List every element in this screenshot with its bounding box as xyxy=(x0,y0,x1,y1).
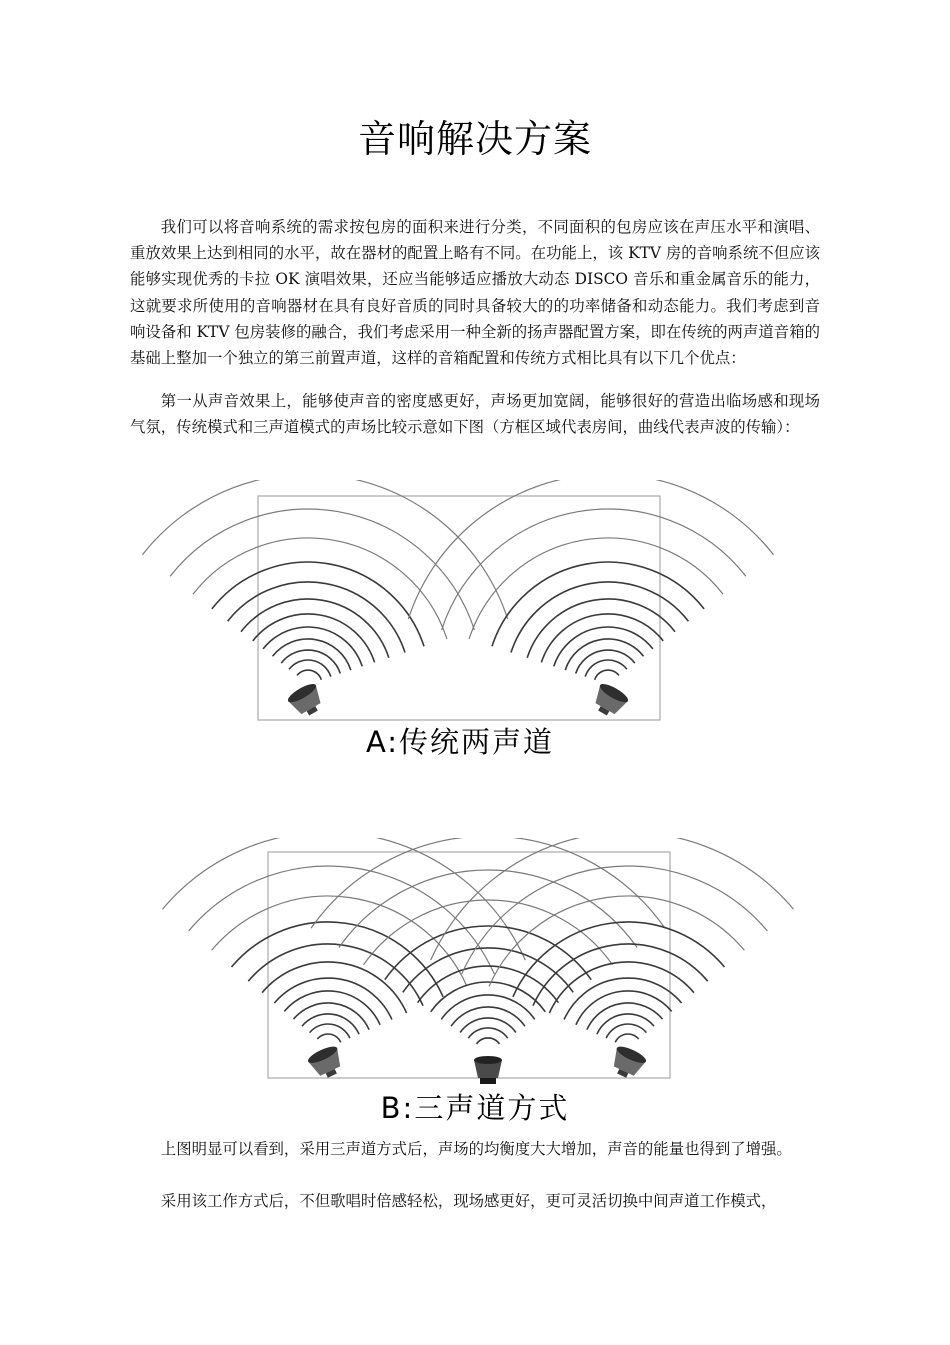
speaker-icon-right xyxy=(607,1043,648,1082)
room-outline xyxy=(258,496,660,720)
figure-b-caption: B:三声道方式 xyxy=(380,1091,570,1125)
speaker-icon-center xyxy=(474,1056,502,1084)
page-title: 音响解决方案 xyxy=(357,117,592,161)
wave-arc xyxy=(565,639,643,670)
wave-arc xyxy=(595,670,619,680)
wave-arc xyxy=(385,926,591,980)
wave-arc xyxy=(606,1024,646,1038)
wave-arc xyxy=(339,870,637,948)
two-channel-diagram xyxy=(0,480,950,730)
wave-arc xyxy=(408,480,773,619)
wave-arc xyxy=(297,670,321,680)
speaker-icon-right xyxy=(589,681,631,721)
sound-wave-arcs xyxy=(143,480,774,680)
paragraph-intro: 我们可以将音响系统的需求按包房的面积来进行分类，不同面积的包房应该在声压水平和演唱、重放效果上达到相同的水平，故在器材的配置上略有不同。在功能上，该 KTV 房的音响系统不但应该能够实现优秀的卡拉 OK 演唱效果，还应当能够适应播放大动态 DISCO 音乐和重金属音乐的能力，这就要求所使用的音响器材在具有良好音质的同时具备较大的的功率储备和动态能力。我们考虑到音响设备和 KTV 包房装修的融合，我们考虑采用一种全新的扬声器配置方案，即在传统的两声道音箱的基础上整加一个独立的第三前置声道，这样的音箱配置和传统方式相比具有以下几个优点： xyxy=(130,218,820,368)
wave-arc xyxy=(284,991,380,1025)
wave-arc xyxy=(294,1003,370,1030)
wave-arc xyxy=(403,948,573,992)
speaker-icon-left xyxy=(286,681,328,721)
wave-arc xyxy=(576,991,672,1025)
wave-arc xyxy=(477,1038,500,1044)
wave-arc xyxy=(549,962,694,1013)
wave-arc xyxy=(585,660,627,677)
figure-a-caption: A:传统两声道 xyxy=(365,725,555,759)
wave-arc xyxy=(189,866,495,974)
wave-arc xyxy=(442,509,746,630)
wave-arc xyxy=(468,1028,507,1038)
wave-arc xyxy=(451,1007,525,1026)
paragraph-benefits: 采用该工作方式后，不但歌唱时倍感轻松，现场感更好，更可灵活切换中间声道工作模式， xyxy=(160,1192,777,1210)
wave-arc xyxy=(170,509,474,630)
wave-arc xyxy=(143,480,508,619)
wave-arc xyxy=(615,1034,639,1042)
paragraph-advantage-one: 第一从声音效果上，能够使声音的密度感更好，声场更加宽阔，能够很好的营造出临场感和现场气氛，传统模式和三声道模式的声场比较示意如下图（方框区域代表房间，曲线代表声波的传输）： xyxy=(130,392,820,437)
paragraph-conclusion: 上图明显可以看到，采用三声道方式后，声场的均衡度大大增加，声音的能量也得到了增强。 xyxy=(160,1140,792,1158)
wave-arc xyxy=(289,660,331,677)
room-outline xyxy=(268,852,670,1078)
wave-arc xyxy=(587,1003,663,1030)
three-channel-diagram xyxy=(0,838,950,1093)
wave-arc xyxy=(462,866,768,974)
wave-arc xyxy=(310,1024,350,1038)
wave-arc xyxy=(460,1018,516,1033)
wave-arc xyxy=(273,639,351,670)
speaker-icon-left xyxy=(306,1043,347,1082)
wave-arc xyxy=(262,962,407,1013)
sound-wave-arcs xyxy=(163,838,794,1044)
wave-arc xyxy=(317,1034,341,1042)
